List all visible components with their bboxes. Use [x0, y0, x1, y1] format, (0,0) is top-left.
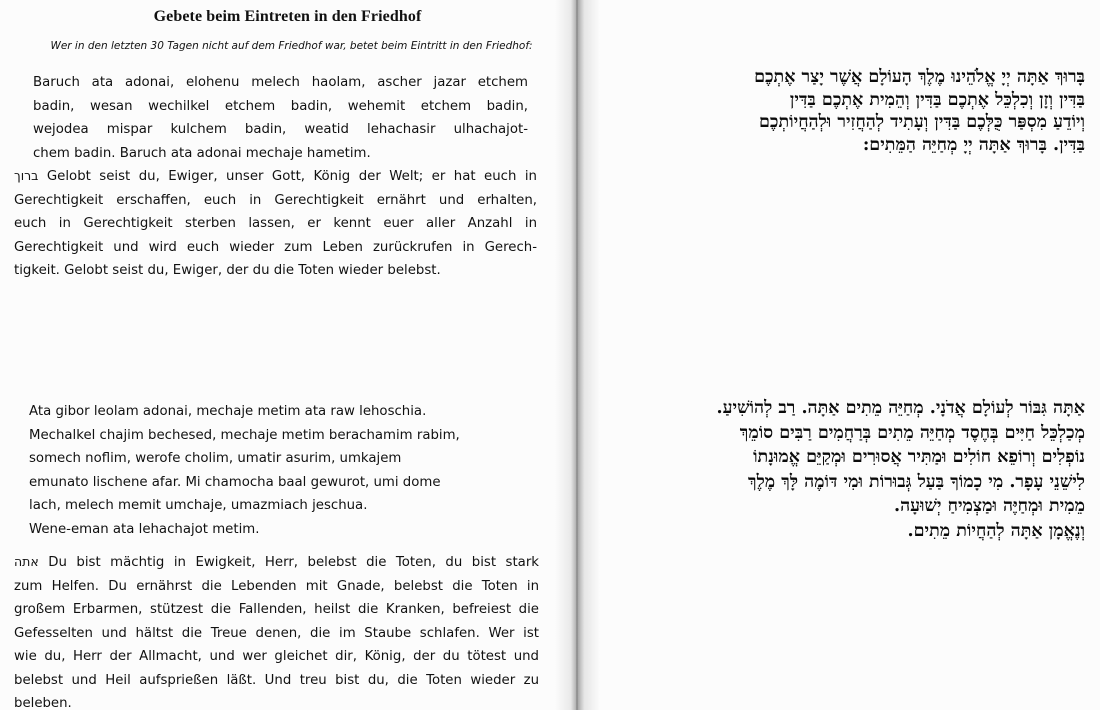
- text-line-content: Du bist mächtig in Ewigkeit, Herr, belebst die Toten, du bist stark: [48, 555, 540, 570]
- hebrew-line: בַּדִּין. בָּרוּךְ אַתָּה יְיָ מְחַיֵּה הַמֵּתִים:: [862, 134, 1085, 155]
- text-line: Baruch ata adonai, elohenu melech haolam, ascher jazar etchem: [33, 75, 528, 90]
- text-line: euch in Gerechtigkeit sterben lassen, er kennt euer aller Anzahl in: [14, 216, 537, 231]
- text-line: tigkeit. Gelobt seist du, Ewiger, der du die Toten wieder belebst.: [14, 263, 441, 278]
- page-subtitle: Wer in den letzten 30 Tagen nicht auf dem Friedhof war, betet beim Eintritt in den Friedhof:: [50, 40, 533, 52]
- hebrew-line: מֵמִית וּמְחַיֶּה וּמַצְמִיחַ יְשׁוּעָה.: [893, 496, 1085, 516]
- hebrew-line: לִישֵׁנֵי עָפָר. מִי כָמוֹךָ בַּעַל גְּבוּרוֹת וּמִי דּוֹמֶה לָּךְ מֶלֶךְ: [747, 471, 1085, 492]
- text-line: Mechalkel chajim bechesed, mechaje metim berachamim rabim,: [29, 427, 460, 443]
- hebrew-line: אַתָּה גִּבּוֹר לְעוֹלָם אֲדֹנָי. מְחַיֵּה מֵתִים אַתָּה. רַב לְהוֹשִׁיעַ.: [716, 398, 1085, 418]
- hebrew-line: בָּרוּךְ אַתָּה יְיָ אֱלֹהֵינוּ מֶלֶךְ הָעוֹלָם אֲשֶׁר יָצַר אֶתְכֶם: [754, 67, 1085, 87]
- translation-paragraph-2: [14, 550, 539, 710]
- text-line: [14, 164, 537, 189]
- hebrew-line: וְיוֹדֵעַ מִסְפַּר כֻּלְּכֶם בַּדִּין וְעָתִיד לְהַחֲזִיר וּלְהַחֲיוֹתְכֶם: [758, 112, 1085, 132]
- text-line: Ata gibor leolam adonai, mechaje metim ata raw lehoschia.: [29, 404, 427, 419]
- hebrew-line: בַּדִּין וְזָן וְכִלְכֵּל אֶתְכֶם בַּדִּין וְהֵמִית אֶתְכֶם בַּדִּין: [789, 89, 1085, 110]
- hebrew-line: מְכַלְכֵּל חַיִּים בְּחֶסֶד מְחַיֵּה מֵתִים בְּרַחֲמִים רַבִּים סוֹמֵךְ: [739, 422, 1085, 443]
- text-line: Wene-eman ata lehachajot metim.: [29, 521, 260, 537]
- text-line: wejodea mispar kulchem badin, weatid lehachasir ulhachajot-: [33, 122, 528, 137]
- hebrew-keyword: ברוך: [14, 168, 39, 183]
- hebrew-keyword: אתה: [14, 554, 39, 569]
- text-line: Gefesselten und hältst die Treue denen, die im Staube schlafen. Wer ist: [14, 625, 539, 641]
- text-line: chem badin. Baruch ata adonai mechaje hametim.: [33, 145, 371, 161]
- text-line: [14, 550, 539, 575]
- text-line: Gerechtigkeit erschaffen, euch in Gerechtigkeit ernährt und erhalten,: [14, 192, 537, 208]
- text-line: somech noflim, werofe cholim, umatir asurim, umkajem: [29, 451, 402, 466]
- text-line: großem Erbarmen, stützest die Fallenden, heilst die Kranken, befreiest die: [14, 602, 539, 617]
- text-line: belebst und Heil aufsprießen läßt. Und treu bist du, die Toten wieder zu: [14, 672, 539, 688]
- hebrew-line: נוֹפְלִים וְרוֹפֵא חוֹלִים וּמַתִּיר אֲסוּרִים וּמְקַיֵּם אֱמוּנָתוֹ: [753, 447, 1085, 467]
- hebrew-paragraph-1: [685, 66, 1085, 156]
- text-line: wie du, Herr der Allmacht, und wer gleichet dir, König, der du tötest und: [14, 649, 539, 664]
- transliteration-paragraph-1: [33, 71, 528, 165]
- text-line: zum Helfen. Du ernährst die Lebenden mit Gnade, belebst die Toten in: [14, 578, 539, 594]
- text-line: lach, melech memit umchaje, umazmiach jeschua.: [29, 498, 368, 513]
- text-line-content: Gelobt seist du, Ewiger, unser Gott, König der Welt; er hat euch in: [46, 169, 537, 184]
- hebrew-line: וְנֶאֱמָן אַתָּה לְהַחֲיוֹת מֵתִים.: [907, 520, 1085, 541]
- translation-paragraph-1: [14, 164, 537, 283]
- hebrew-paragraph-2: [685, 396, 1085, 543]
- text-line: emunato lischene afar. Mi chamocha baal gewurot, umi dome: [29, 474, 441, 490]
- text-line: badin, wesan wechilkel etchem badin, wehemit etchem badin,: [33, 98, 528, 114]
- book-gutter-line: [576, 0, 578, 710]
- text-line: beleben.: [14, 696, 72, 710]
- page-title: Gebete beim Eintreten in den Friedhof: [153, 8, 422, 25]
- transliteration-paragraph-2: [29, 400, 524, 541]
- text-line: Gerechtigkeit und wird euch wieder zum Leben zurückrufen in Gerech-: [14, 239, 537, 255]
